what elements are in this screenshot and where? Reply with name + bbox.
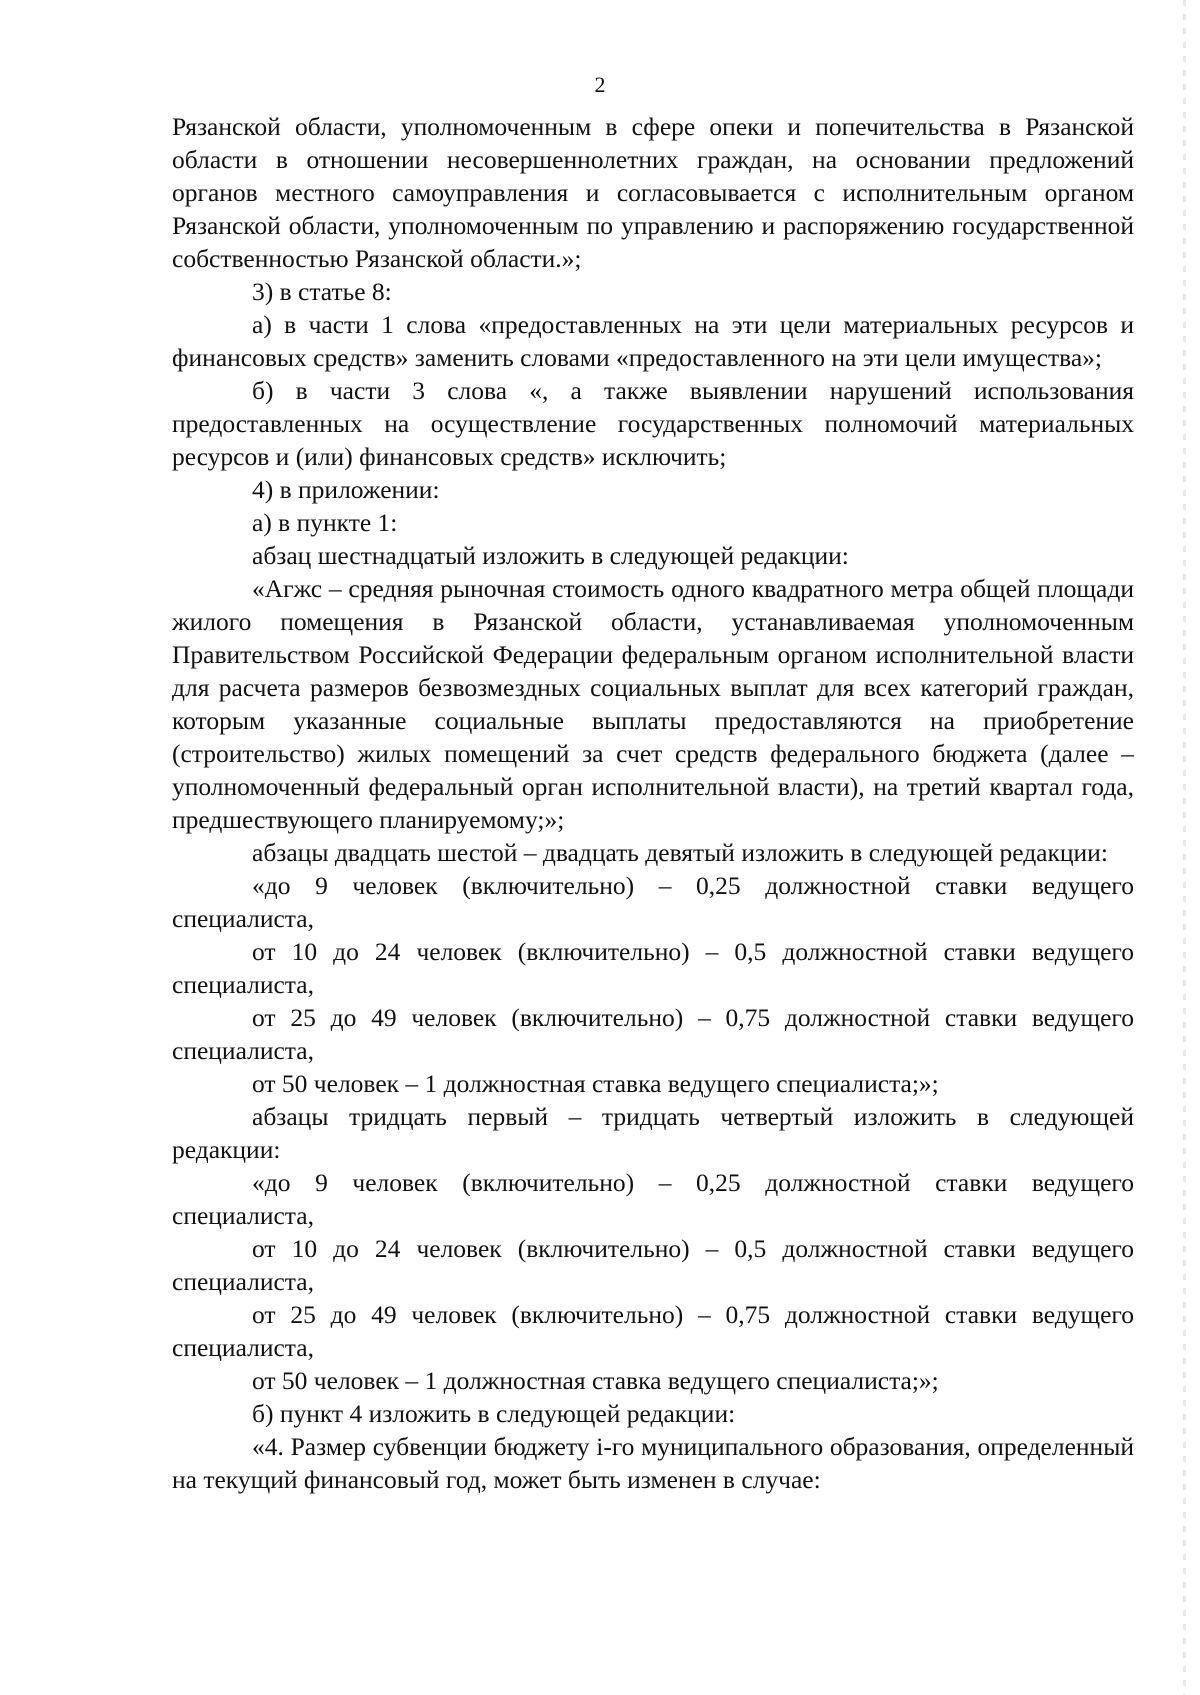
paragraph-continuation: Рязанской области, уполномоченным в сфере опеки и попечительства в Рязанской области в отношении несовершеннолетних граждан, на основании предложений органов местного самоуправления и согласовывается с исполнительным органом Рязанской области, уполномоченным по управлению и распоряжению государственной собственностью Рязанской области.»; <box>172 112 1134 273</box>
paragraph-item-3b: б) в части 3 слова «, а также выявлении нарушений использования предоставленных на осуществление государственных полномочий материальных ресурсов и (или) финансовых средств» исключить; <box>172 376 1134 471</box>
paragraph-item-4b: б) пункт 4 изложить в следующей редакции: <box>252 1399 736 1428</box>
page-number: 2 <box>594 72 606 97</box>
paragraph-rate-50-second: от 50 человек – 1 должностная ставка ведущего специалиста;»; <box>252 1366 939 1395</box>
paragraph-item-3: 3) в статье 8: <box>252 277 392 306</box>
paragraph-item-4: 4) в приложении: <box>252 475 440 504</box>
paragraph-subvention-change: «4. Размер субвенции бюджету i-го муниципального образования, определенный на текущий финансовый год, может быть изменен в случае: <box>172 1432 1134 1494</box>
paragraph-rate-10-24-second: от 10 до 24 человек (включительно) – 0,5 должностной ставки ведущего специалиста, <box>172 1234 1134 1296</box>
paragraph-abzac-26-29-intro: абзацы двадцать шестой – двадцать девятый изложить в следующей редакции: <box>252 838 1108 867</box>
paragraph-item-4a: а) в пункте 1: <box>252 508 398 537</box>
paragraph-item-3a: а) в части 1 слова «предоставленных на эти цели материальных ресурсов и финансовых средств» заменить словами «предоставленного на эти цели имущества»; <box>172 310 1134 372</box>
paragraph-rate-50-first: от 50 человек – 1 должностная ставка ведущего специалиста;»; <box>252 1069 939 1098</box>
document-body <box>172 110 1134 1496</box>
paragraph-rate-up-to-9-first: «до 9 человек (включительно) – 0,25 должностной ставки ведущего специалиста, <box>172 871 1134 933</box>
paragraph-rate-25-49-first: от 25 до 49 человек (включительно) – 0,75 должностной ставки ведущего специалиста, <box>172 1003 1134 1065</box>
paragraph-rate-10-24-first: от 10 до 24 человек (включительно) – 0,5 должностной ставки ведущего специалиста, <box>172 937 1134 999</box>
paragraph-abzac-31-34-intro: абзацы тридцать первый – тридцать четвертый изложить в следующей редакции: <box>172 1102 1134 1164</box>
paragraph-rate-25-49-second: от 25 до 49 человек (включительно) – 0,75 должностной ставки ведущего специалиста, <box>172 1300 1134 1362</box>
paragraph-agzhs-definition: «Агжс – средняя рыночная стоимость одного квадратного метра общей площади жилого помещения в Рязанской области, устанавливаемая уполномоченным Правительством Российской Федерации федеральным органом исполнительной власти для расчета размеров безвозмездных социальных выплат для всех категорий граждан, которым указанные социальные выплаты предоставляются на приобретение (строительство) жилых помещений за счет средств федерального бюджета (далее – уполномоченный федеральный орган исполнительной власти), на третий квартал года, предшествующего планируемому;»; <box>172 574 1134 834</box>
scan-edge-artifact <box>1183 0 1186 1695</box>
paragraph-rate-up-to-9-second: «до 9 человек (включительно) – 0,25 должностной ставки ведущего специалиста, <box>172 1168 1134 1230</box>
paragraph-abzac-16-intro: абзац шестнадцатый изложить в следующей редакции: <box>252 541 849 570</box>
